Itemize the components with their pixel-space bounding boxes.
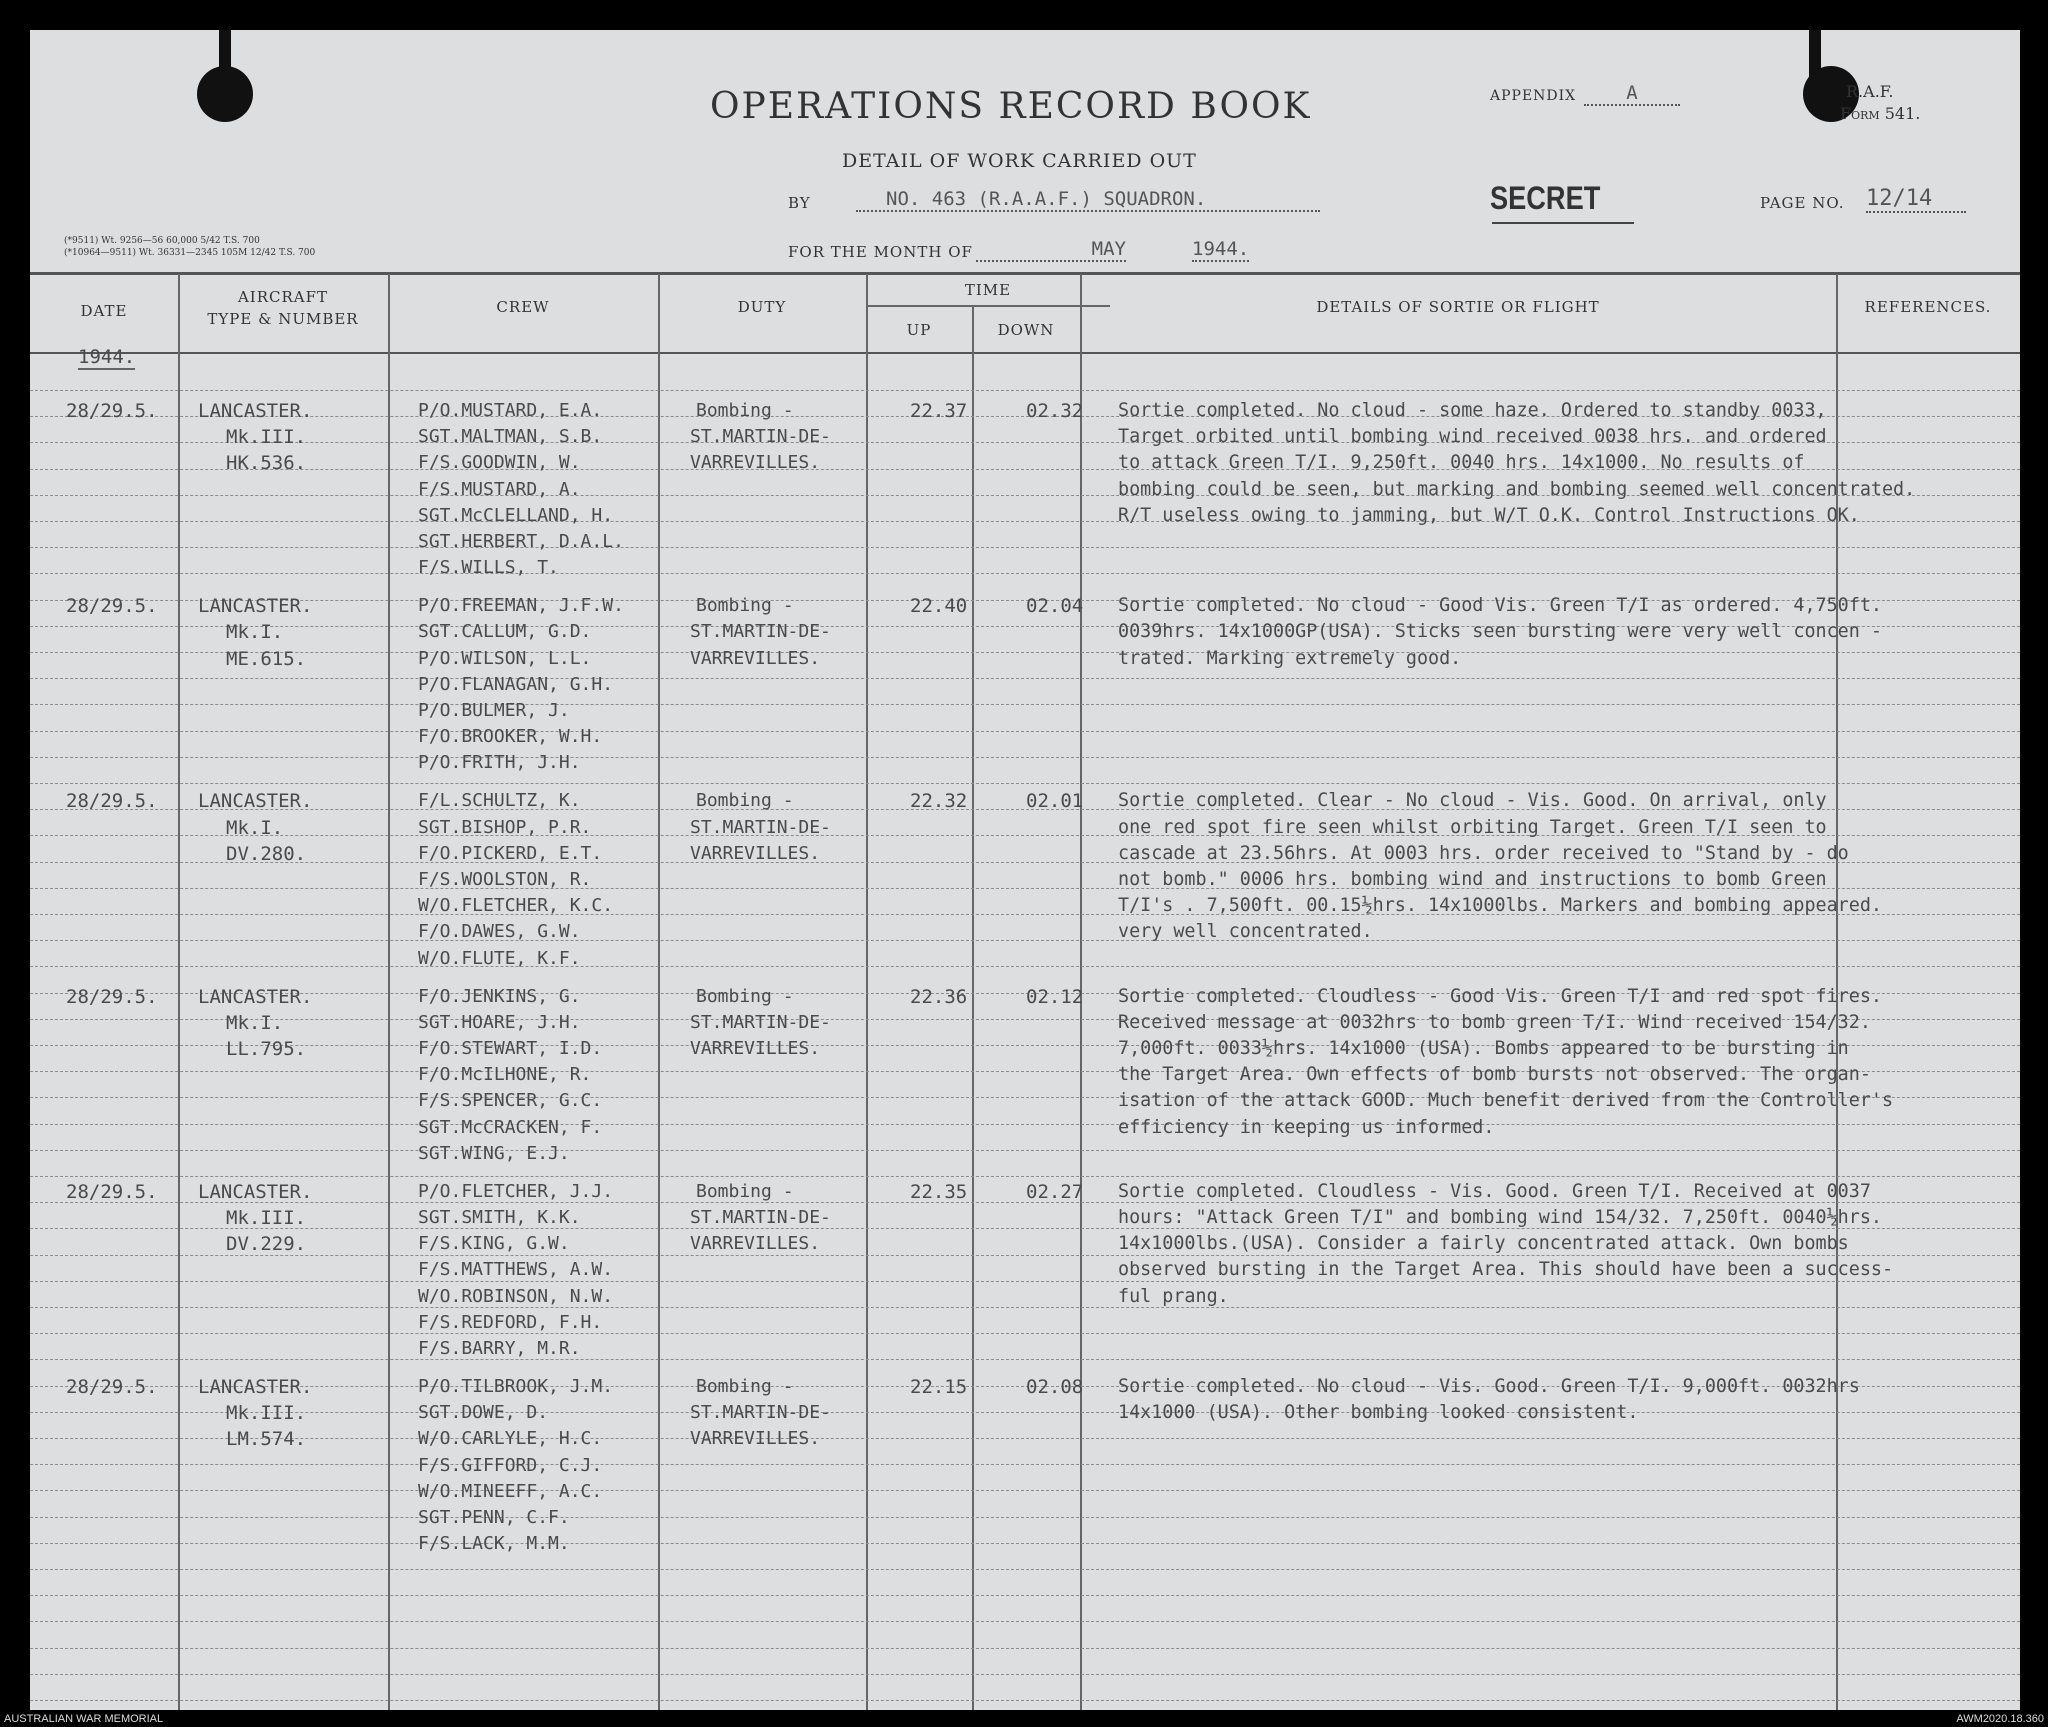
entry-details-line: Sortie completed. Cloudless - Vis. Good. Green T/I. Received at 0037 <box>1118 1181 1871 1202</box>
entry-details-line: Target orbited until bombing wind received 0038 hrs. and ordered <box>1118 426 1827 447</box>
entry-aircraft-line: Mk.III. <box>226 1402 307 1424</box>
entry-duty-line: ST.MARTIN-DE- <box>690 817 831 838</box>
ruled-line <box>30 1124 2020 1125</box>
ruled-line <box>30 1674 2020 1675</box>
entry-details-line: 0039hrs. 14x1000GP(USA). Sticks seen bursting were very well concen - <box>1118 621 1882 642</box>
entry-details-line: not bomb." 0006 hrs. bombing wind and instructions to bomb Green <box>1118 869 1827 890</box>
entry-aircraft-line: Mk.III. <box>226 1207 307 1229</box>
entry-duty-line: VARREVILLES. <box>690 452 821 473</box>
footer-accession: AWM2020.18.360 <box>1956 1713 2044 1725</box>
entry-duty-line: ST.MARTIN-DE- <box>690 426 831 447</box>
entry-aircraft-line: Mk.III. <box>226 426 307 448</box>
entry-crew-member: SGT.DOWE, D. <box>418 1402 549 1423</box>
entry-time-down: 02.12 <box>1026 986 1084 1008</box>
col-aircraft-type: TYPE & NUMBER <box>207 310 359 328</box>
entry-time-up: 22.32 <box>910 790 968 812</box>
entry-aircraft-line: LANCASTER. <box>198 790 313 812</box>
entry-time-down: 02.01 <box>1026 790 1084 812</box>
entry-date: 28/29.5. <box>66 1181 158 1203</box>
entry-details-line: Sortie completed. Clear - No cloud - Vis. Good. On arrival, only <box>1118 790 1827 811</box>
col-divider-date <box>178 274 180 1710</box>
entry-duty-line: ST.MARTIN-DE- <box>690 621 831 642</box>
entry-time-down: 02.32 <box>1026 400 1084 422</box>
entry-aircraft-line: DV.229. <box>226 1233 307 1255</box>
entry-details-line: Sortie completed. No cloud - some haze. Ordered to standby 0033, <box>1118 400 1827 421</box>
ruled-line <box>30 1700 2020 1701</box>
entry-date: 28/29.5. <box>66 595 158 617</box>
entry-aircraft-line: DV.280. <box>226 843 307 865</box>
entry-details-line: very well concentrated. <box>1118 921 1373 942</box>
month-label: FOR THE MONTH OF <box>788 243 973 261</box>
col-references: REFERENCES. <box>1864 298 1992 316</box>
entry-duty-line: ST.MARTIN-DE- <box>690 1402 831 1423</box>
entry-crew-member: W/O.MINEEFF, A.C. <box>418 1481 603 1502</box>
entry-crew-member: F/S.LACK, M.M. <box>418 1533 570 1554</box>
entry-crew-member: SGT.SMITH, K.K. <box>418 1207 581 1228</box>
entry-details-line: R/T useless owing to jamming, but W/T O.K. Control Instructions OK. <box>1118 505 1860 526</box>
entry-duty-line: Bombing - <box>696 790 794 811</box>
ruled-line <box>30 1543 2020 1544</box>
entry-details-line: 14x1000lbs.(USA). Consider a fairly concentrated attack. Own bombs <box>1118 1233 1849 1254</box>
print-codes-2: (*10964—9511) Wt. 36331—2345 105M 12/42 T.S. 700 <box>64 248 316 258</box>
entry-crew-member: P/O.FREEMAN, J.F.W. <box>418 595 624 616</box>
entry-details-line: observed bursting in the Target Area. This should have been a success- <box>1118 1259 1894 1280</box>
col-divider-time <box>972 307 974 1710</box>
ruled-line <box>30 1648 2020 1649</box>
ruled-line <box>30 390 2020 391</box>
entry-crew-member: P/O.FRITH, J.H. <box>418 752 581 773</box>
entry-crew-member: SGT.WING, E.J. <box>418 1143 570 1164</box>
col-crew: CREW <box>496 298 550 316</box>
entry-aircraft-line: LL.795. <box>226 1038 307 1060</box>
secret-stamp: SECRET <box>1490 180 1601 216</box>
col-duty: DUTY <box>737 298 787 316</box>
entry-crew-member: W/O.ROBINSON, N.W. <box>418 1286 614 1307</box>
ruled-line <box>30 757 2020 758</box>
col-divider-aircraft <box>388 274 390 1710</box>
by-label: BY <box>788 194 811 212</box>
squadron-value: NO. 463 (R.A.A.F.) SQUADRON. <box>856 188 1320 212</box>
entry-crew-member: W/O.CARLYLE, H.C. <box>418 1428 603 1449</box>
page-label: PAGE NO. <box>1760 194 1845 212</box>
entry-details-line: Received message at 0032hrs to bomb green T/I. Wind received 154/32. <box>1118 1012 1871 1033</box>
entry-aircraft-line: Mk.I. <box>226 621 284 643</box>
entry-crew-member: P/O.TILBROOK, J.M. <box>418 1376 614 1397</box>
entry-time-up: 22.40 <box>910 595 968 617</box>
entry-date: 28/29.5. <box>66 790 158 812</box>
time-header-rule <box>866 305 1110 307</box>
entry-date: 28/29.5. <box>66 1376 158 1398</box>
entry-duty-line: Bombing - <box>696 595 794 616</box>
entry-duty-line: Bombing - <box>696 986 794 1007</box>
entry-aircraft-line: LM.574. <box>226 1428 307 1450</box>
col-date: DATE <box>80 302 128 320</box>
col-aircraft: AIRCRAFT <box>237 288 329 306</box>
ruled-line <box>30 940 2020 941</box>
form-title: OPERATIONS RECORD BOOK <box>710 86 1312 127</box>
appendix-value: A <box>1584 82 1680 106</box>
entry-aircraft-line: LANCASTER. <box>198 400 313 422</box>
ruled-line <box>30 678 2020 679</box>
entry-details-line: 7,000ft. 0033½hrs. 14x1000 (USA). Bombs appeared to be bursting in <box>1118 1038 1849 1059</box>
entry-crew-member: F/O.McILHONE, R. <box>418 1064 592 1085</box>
entry-details-line: hours: "Attack Green T/I" and bombing wind 154/32. 7,250ft. 0040½hrs. <box>1118 1207 1882 1228</box>
entry-crew-member: P/O.FLETCHER, J.J. <box>418 1181 614 1202</box>
entry-crew-member: SGT.McCRACKEN, F. <box>418 1117 603 1138</box>
entry-time-up: 22.35 <box>910 1181 968 1203</box>
entry-duty-line: VARREVILLES. <box>690 648 821 669</box>
entry-duty-line: Bombing - <box>696 1181 794 1202</box>
col-up: UP <box>906 321 932 339</box>
ruled-line <box>30 966 2020 967</box>
entry-crew-member: F/S.MATTHEWS, A.W. <box>418 1259 614 1280</box>
secret-underline <box>1492 222 1634 224</box>
entry-crew-member: F/S.GOODWIN, W. <box>418 452 581 473</box>
entry-aircraft-line: LANCASTER. <box>198 1181 313 1203</box>
entry-details-line: trated. Marking extremely good. <box>1118 648 1462 669</box>
form-label-line1: R.A.F. <box>1846 82 1894 101</box>
entry-crew-member: SGT.BISHOP, P.R. <box>418 817 592 838</box>
entry-crew-member: SGT.PENN, C.F. <box>418 1507 570 1528</box>
entry-crew-member: F/S.SPENCER, G.C. <box>418 1090 603 1111</box>
entry-aircraft-line: ME.615. <box>226 648 307 670</box>
entry-aircraft-line: LANCASTER. <box>198 595 313 617</box>
ruled-line <box>30 704 2020 705</box>
ruled-line <box>30 547 2020 548</box>
ruled-line <box>30 1569 2020 1570</box>
entry-crew-member: SGT.HERBERT, D.A.L. <box>418 531 624 552</box>
entry-crew-member: SGT.CALLUM, G.D. <box>418 621 592 642</box>
month-value: MAY <box>976 238 1126 262</box>
entry-details-line: to attack Green T/I. 9,250ft. 0040 hrs. 14x1000. No results of <box>1118 452 1805 473</box>
entry-crew-member: F/S.MUSTARD, A. <box>418 479 581 500</box>
entry-details-line: the Target Area. Own effects of bomb bursts not observed. The organ- <box>1118 1064 1871 1085</box>
entry-crew-member: F/O.PICKERD, E.T. <box>418 843 603 864</box>
entry-duty-line: ST.MARTIN-DE- <box>690 1012 831 1033</box>
entry-time-up: 22.36 <box>910 986 968 1008</box>
entry-details-line: cascade at 23.56hrs. At 0003 hrs. order received to "Stand by - do <box>1118 843 1849 864</box>
print-codes-1: (*9511) Wt. 9256—56 60,000 5/42 T.S. 700 <box>64 236 260 246</box>
entry-duty-line: VARREVILLES. <box>690 1428 821 1449</box>
col-details: DETAILS OF SORTIE OR FLIGHT <box>1316 298 1600 316</box>
col-divider-crew <box>658 274 660 1710</box>
entry-details-line: Sortie completed. Cloudless - Good Vis. Green T/I and red spot fires. <box>1118 986 1882 1007</box>
entry-duty-line: VARREVILLES. <box>690 843 821 864</box>
entry-aircraft-line: Mk.I. <box>226 817 284 839</box>
ruled-line <box>30 1464 2020 1465</box>
col-divider-duty <box>866 274 868 1710</box>
entry-crew-member: F/S.WOOLSTON, R. <box>418 869 592 890</box>
entry-crew-member: SGT.HOARE, J.H. <box>418 1012 581 1033</box>
ruled-line <box>30 573 2020 574</box>
page-number: 12/14 <box>1866 186 1966 213</box>
entry-time-down: 02.04 <box>1026 595 1084 617</box>
ruled-line <box>30 1359 2020 1360</box>
ruled-line <box>30 1438 2020 1439</box>
entry-aircraft-line: LANCASTER. <box>198 986 313 1008</box>
appendix-label: APPENDIX <box>1490 88 1577 104</box>
entry-date: 28/29.5. <box>66 986 158 1008</box>
table-top-rule <box>30 272 2020 275</box>
entry-crew-member: SGT.MALTMAN, S.B. <box>418 426 603 447</box>
ruled-line <box>30 1176 2020 1177</box>
entry-crew-member: F/O.DAWES, G.W. <box>418 921 581 942</box>
col-down: DOWN <box>997 321 1055 339</box>
form-label-line2: Form 541. <box>1840 104 1921 123</box>
entry-duty-line: Bombing - <box>696 400 794 421</box>
footer-credit: AUSTRALIAN WAR MEMORIAL <box>4 1713 164 1725</box>
entry-crew-member: P/O.FLANAGAN, G.H. <box>418 674 614 695</box>
record-sheet <box>30 30 2020 1710</box>
entry-details-line: bombing could be seen, but marking and bombing seemed well concentrated. <box>1118 479 1916 500</box>
ruled-line <box>30 1333 2020 1334</box>
entry-details-line: T/I's . 7,500ft. 00.15½hrs. 14x1000lbs. Markers and bombing appeared. <box>1118 895 1882 916</box>
entry-duty-line: ST.MARTIN-DE- <box>690 1207 831 1228</box>
entry-crew-member: P/O.BULMER, J. <box>418 700 570 721</box>
entry-crew-member: F/O.JENKINS, G. <box>418 986 581 1007</box>
entry-crew-member: F/S.WILLS, T. <box>418 557 559 578</box>
table-header-rule <box>30 352 2020 354</box>
entry-crew-member: P/O.MUSTARD, E.A. <box>418 400 603 421</box>
entry-crew-member: F/S.KING, G.W. <box>418 1233 570 1254</box>
ruled-line <box>30 1490 2020 1491</box>
entry-details-line: 14x1000 (USA). Other bombing looked consistent. <box>1118 1402 1639 1423</box>
entry-crew-member: W/O.FLETCHER, K.C. <box>418 895 614 916</box>
entry-time-up: 22.15 <box>910 1376 968 1398</box>
entry-aircraft-line: HK.536. <box>226 452 307 474</box>
entry-duty-line: Bombing - <box>696 1376 794 1397</box>
entry-details-line: efficiency in keeping us informed. <box>1118 1117 1495 1138</box>
year-value: 1944. <box>1192 238 1250 260</box>
ruled-line <box>30 652 2020 653</box>
entry-duty-line: VARREVILLES. <box>690 1233 821 1254</box>
ruled-line <box>30 1412 2020 1413</box>
ruled-line <box>30 1621 2020 1622</box>
col-time: TIME <box>964 281 1012 299</box>
entry-crew-member: F/S.REDFORD, F.H. <box>418 1312 603 1333</box>
binder-hole-left <box>197 66 253 122</box>
entry-crew-member: SGT.McCLELLAND, H. <box>418 505 614 526</box>
entry-details-line: isation of the attack GOOD. Much benefit derived from the Controller's <box>1118 1090 1894 1111</box>
ruled-line <box>30 1517 2020 1518</box>
entry-time-down: 02.08 <box>1026 1376 1084 1398</box>
entry-duty-line: VARREVILLES. <box>690 1038 821 1059</box>
entry-aircraft-line: LANCASTER. <box>198 1376 313 1398</box>
ruled-line <box>30 783 2020 784</box>
ruled-line <box>30 731 2020 732</box>
entry-crew-member: W/O.FLUTE, K.F. <box>418 948 581 969</box>
entry-crew-member: P/O.WILSON, L.L. <box>418 648 592 669</box>
ruled-line <box>30 1595 2020 1596</box>
entry-aircraft-line: Mk.I. <box>226 1012 284 1034</box>
entry-crew-member: F/L.SCHULTZ, K. <box>418 790 581 811</box>
year-heading: 1944. <box>78 346 136 368</box>
ruled-line <box>30 1150 2020 1151</box>
entry-details-line: Sortie completed. No cloud - Good Vis. Green T/I as ordered. 4,750ft. <box>1118 595 1882 616</box>
entry-crew-member: F/S.GIFFORD, C.J. <box>418 1455 603 1476</box>
entry-crew-member: F/O.STEWART, I.D. <box>418 1038 603 1059</box>
entry-date: 28/29.5. <box>66 400 158 422</box>
entry-time-down: 02.27 <box>1026 1181 1084 1203</box>
entry-details-line: ful prang. <box>1118 1286 1229 1307</box>
entry-crew-member: F/O.BROOKER, W.H. <box>418 726 603 747</box>
subtitle: DETAIL OF WORK CARRIED OUT <box>842 150 1197 172</box>
entry-crew-member: F/S.BARRY, M.R. <box>418 1338 581 1359</box>
ruled-line <box>30 1307 2020 1308</box>
entry-time-up: 22.37 <box>910 400 968 422</box>
entry-details-line: one red spot fire seen whilst orbiting Target. Green T/I seen to <box>1118 817 1827 838</box>
entry-details-line: Sortie completed. No cloud - Vis. Good. Green T/I. 9,000ft. 0032hrs <box>1118 1376 1860 1397</box>
